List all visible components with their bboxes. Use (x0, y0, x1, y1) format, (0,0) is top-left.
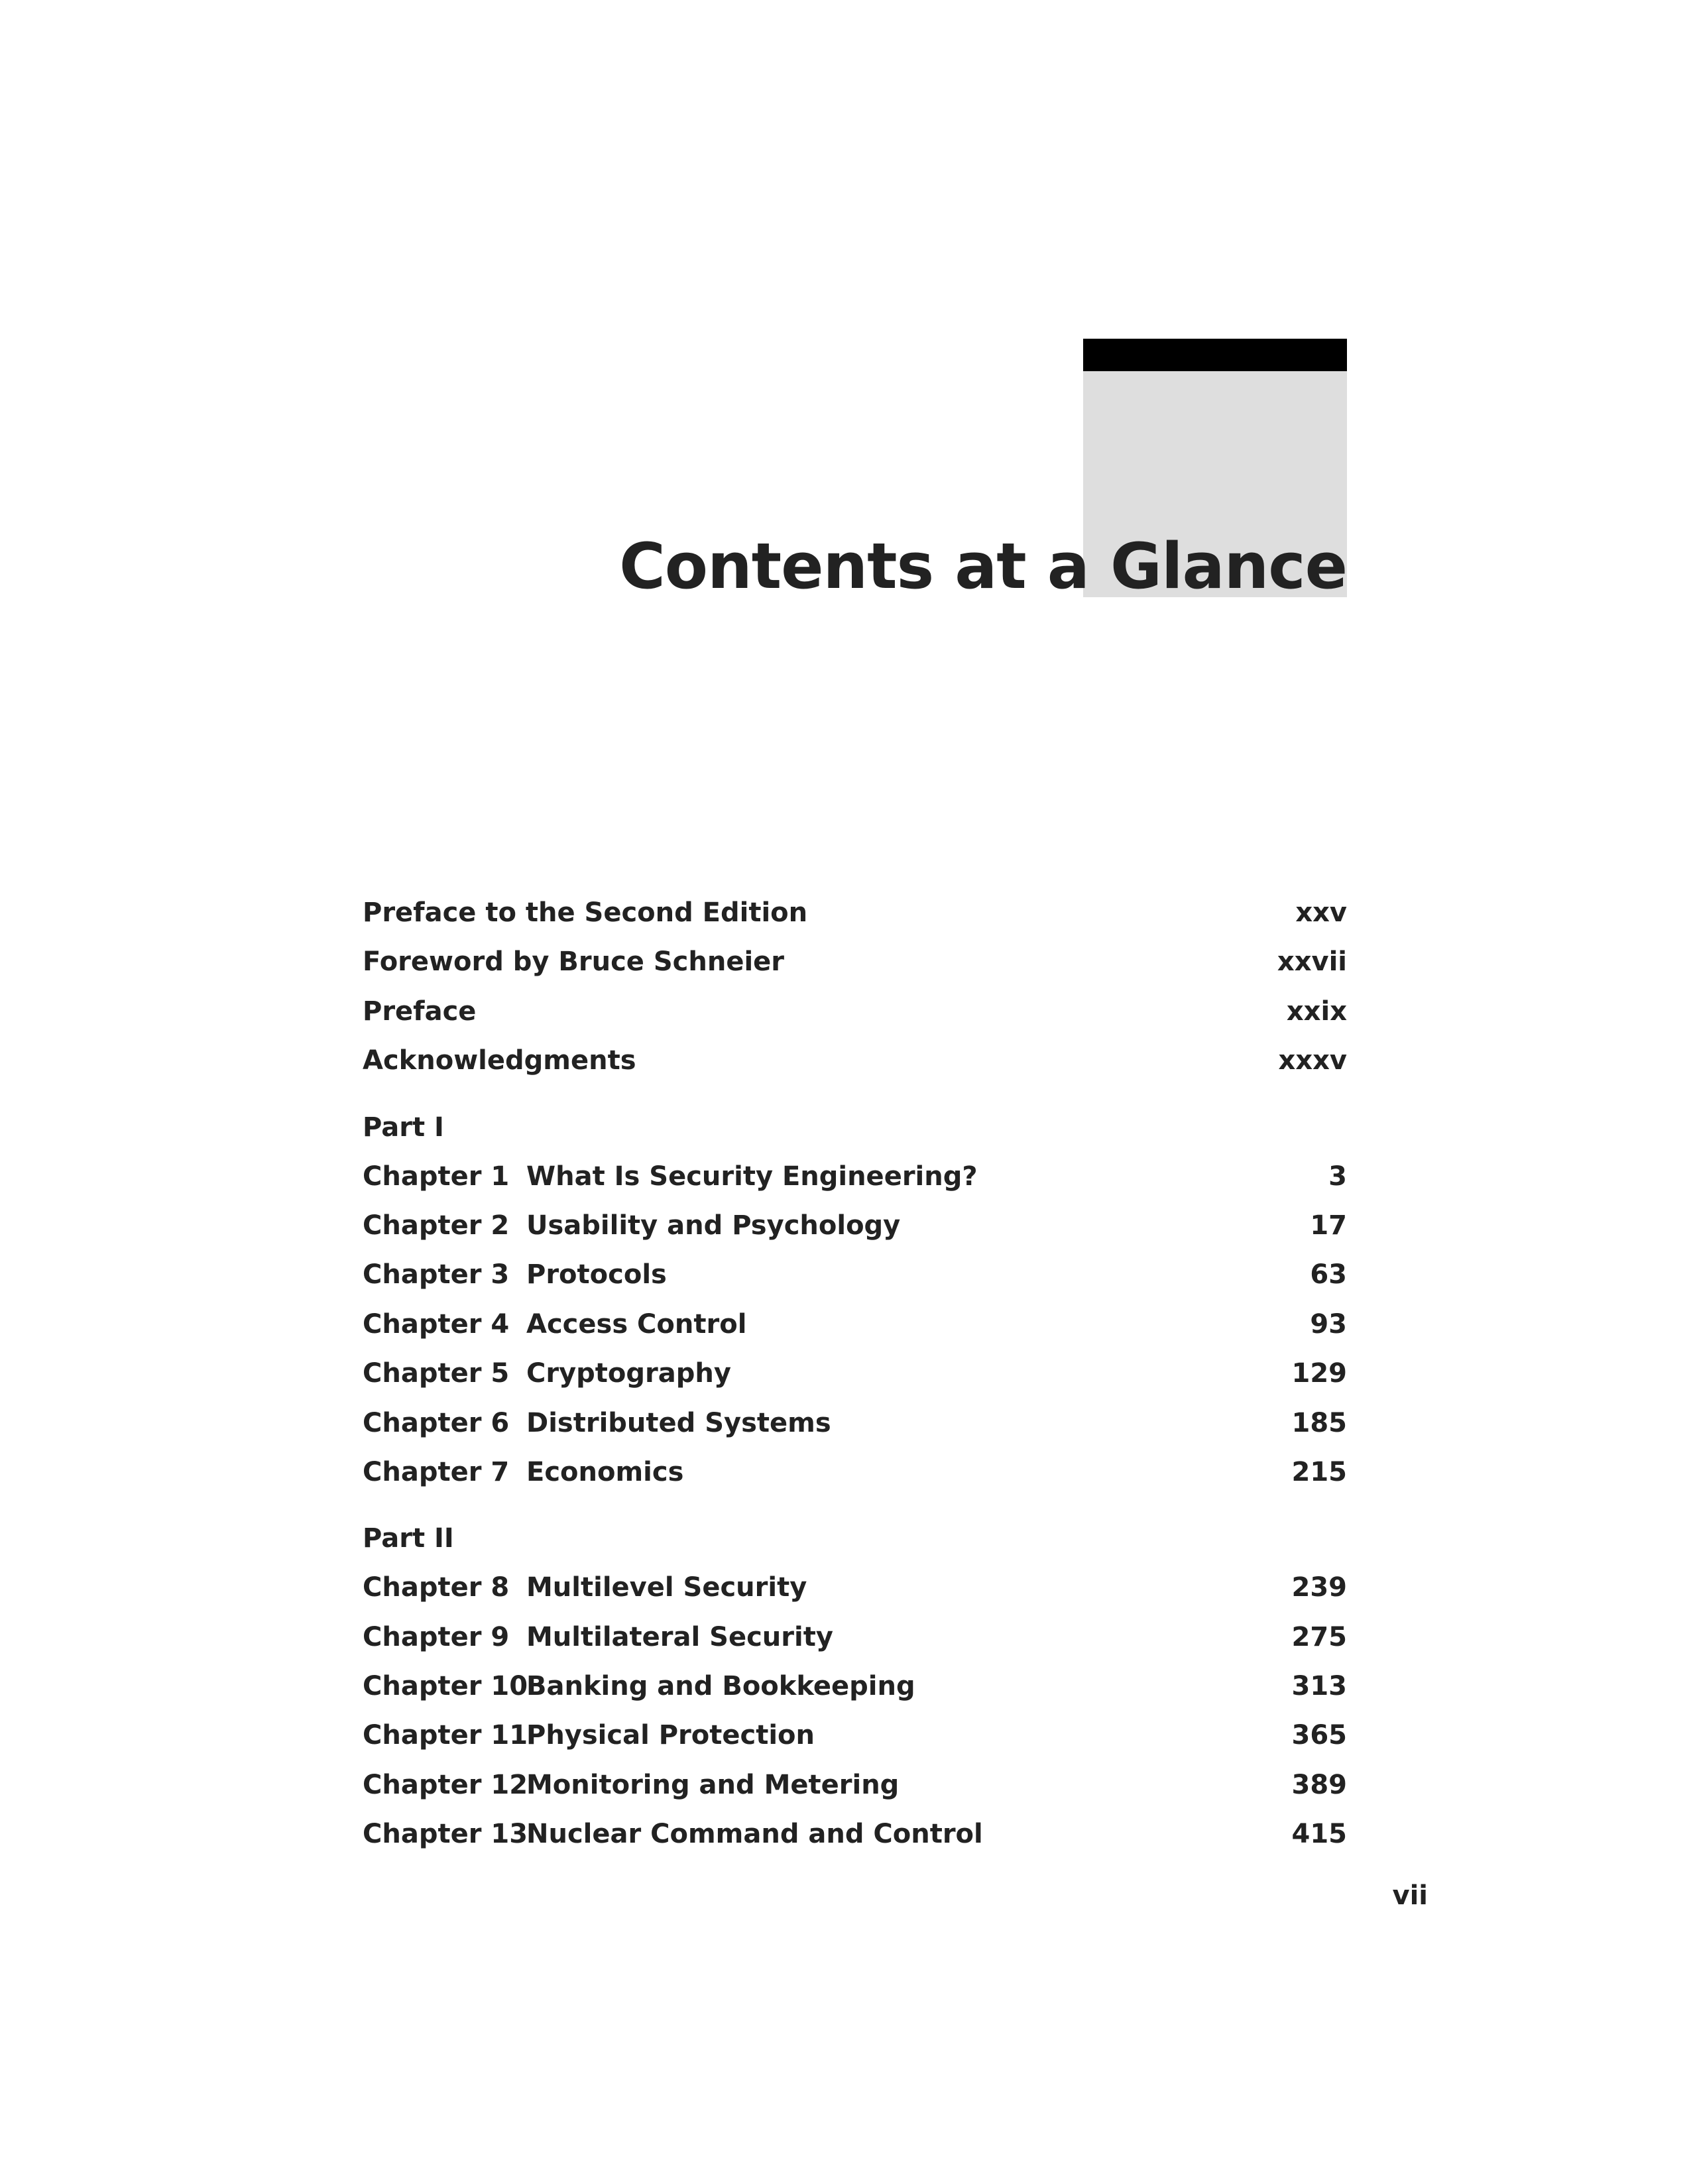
chapter-title: What Is Security Engineering? (526, 1161, 978, 1192)
toc-row-chapter[interactable] (363, 1810, 1347, 1859)
chapter-page: 129 (1291, 1358, 1347, 1389)
toc-row-front-matter[interactable] (363, 1036, 1347, 1085)
chapter-page: 3 (1328, 1161, 1347, 1192)
chapter-page: 275 (1291, 1621, 1347, 1652)
chapter-title: Monitoring and Metering (526, 1769, 900, 1800)
toc-row-chapter[interactable] (363, 1563, 1347, 1612)
toc-entry-title: Preface (363, 996, 477, 1027)
toc-row-chapter[interactable] (363, 1448, 1347, 1497)
chapter-label: Chapter 9 (363, 1621, 510, 1652)
chapter-page: 63 (1310, 1259, 1347, 1291)
toc-entry-page: xxvii (1277, 947, 1347, 978)
part-heading: Part II (363, 1523, 454, 1554)
toc-row-chapter[interactable] (363, 1760, 1347, 1810)
toc-row-chapter[interactable] (363, 1349, 1347, 1398)
chapter-title: Distributed Systems (526, 1407, 831, 1438)
chapter-title: Nuclear Command and Control (526, 1819, 983, 1850)
toc-entry-page: xxv (1295, 897, 1347, 928)
toc-entry-title: Acknowledgments (363, 1045, 636, 1076)
chapter-label: Chapter 12 (363, 1769, 528, 1800)
chapter-title: Access Control (526, 1308, 747, 1340)
chapter-label: Chapter 6 (363, 1407, 510, 1438)
chapter-label: Chapter 10 (363, 1671, 528, 1702)
chapter-label: Chapter 3 (363, 1259, 510, 1291)
toc-row-front-matter[interactable] (363, 888, 1347, 937)
toc-row-chapter[interactable] (363, 1152, 1347, 1201)
chapter-title: Physical Protection (526, 1720, 815, 1751)
page-title: Contents at a Glance (619, 530, 1347, 603)
chapter-title: Banking and Bookkeeping (526, 1671, 915, 1702)
chapter-label: Chapter 1 (363, 1161, 510, 1192)
toc-entry-page: xxix (1286, 996, 1347, 1027)
chapter-label: Chapter 2 (363, 1210, 510, 1241)
toc-entry-title: Preface to the Second Edition (363, 897, 808, 928)
chapter-title: Economics (526, 1456, 684, 1487)
toc-row-chapter[interactable] (363, 1300, 1347, 1349)
chapter-title: Cryptography (526, 1358, 731, 1389)
toc-entry-page: xxxv (1278, 1045, 1347, 1076)
part-heading: Part I (363, 1112, 444, 1143)
chapter-page: 365 (1291, 1720, 1347, 1751)
page-number: vii (1392, 1880, 1428, 1911)
chapter-page: 93 (1310, 1308, 1347, 1340)
chapter-page: 389 (1291, 1769, 1347, 1800)
toc-row-chapter[interactable] (363, 1613, 1347, 1662)
chapter-label: Chapter 13 (363, 1819, 528, 1850)
chapter-title: Multilevel Security (526, 1572, 807, 1603)
chapter-label: Chapter 4 (363, 1308, 510, 1340)
toc-row-front-matter[interactable] (363, 937, 1347, 986)
chapter-title: Usability and Psychology (526, 1210, 901, 1241)
chapter-page: 17 (1310, 1210, 1347, 1241)
chapter-title: Protocols (526, 1259, 667, 1291)
chapter-page: 185 (1291, 1407, 1347, 1438)
toc-row-chapter[interactable] (363, 1250, 1347, 1299)
toc-row-chapter[interactable] (363, 1399, 1347, 1448)
chapter-label: Chapter 7 (363, 1456, 510, 1487)
chapter-page: 415 (1291, 1819, 1347, 1850)
toc-row-front-matter[interactable] (363, 987, 1347, 1036)
chapter-label: Chapter 11 (363, 1720, 528, 1751)
header-black-bar (1083, 339, 1347, 371)
toc-row-chapter[interactable] (363, 1201, 1347, 1250)
toc-row-chapter[interactable] (363, 1662, 1347, 1711)
chapter-label: Chapter 5 (363, 1358, 510, 1389)
chapter-title: Multilateral Security (526, 1621, 833, 1652)
chapter-page: 313 (1291, 1671, 1347, 1702)
chapter-page: 239 (1291, 1572, 1347, 1603)
chapter-label: Chapter 8 (363, 1572, 510, 1603)
chapter-page: 215 (1291, 1456, 1347, 1487)
toc-entry-title: Foreword by Bruce Schneier (363, 947, 785, 978)
table-of-contents (363, 888, 1347, 1859)
toc-row-chapter[interactable] (363, 1711, 1347, 1760)
